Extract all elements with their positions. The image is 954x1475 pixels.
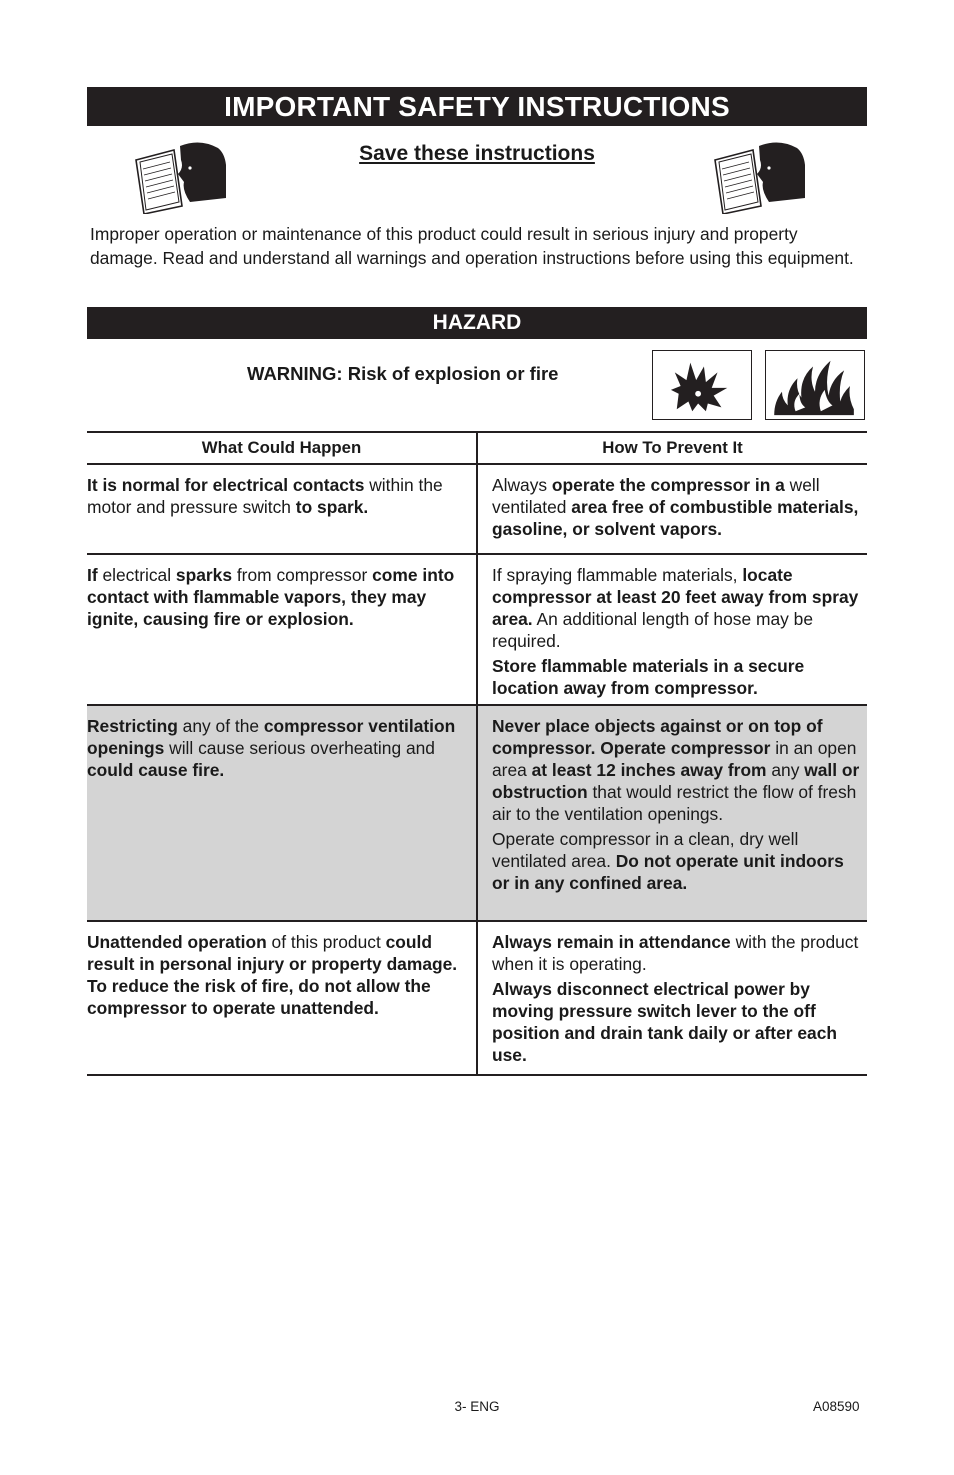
bold-text: Restricting <box>87 716 178 736</box>
table-row <box>87 555 867 706</box>
table-header <box>87 431 867 465</box>
text: If spraying flammable materials, <box>492 565 743 585</box>
hazard-cell <box>87 706 462 784</box>
fire-icon <box>765 350 865 420</box>
document-code: A08590 <box>813 1399 860 1414</box>
prevention-cell <box>492 706 860 897</box>
bold-text: could result in personal injury or property damage. To reduce the risk of fire, do not allow the compressor to operate unattended. <box>87 932 458 1018</box>
explosion-icon <box>652 350 752 420</box>
bold-text: could cause fire. <box>87 760 225 780</box>
text: in an open area <box>492 738 857 780</box>
prevention-cell <box>492 465 860 543</box>
cell-paragraph <box>87 474 462 518</box>
text: electrical <box>97 565 176 585</box>
bold-text: to spark. <box>295 497 369 517</box>
text: Always <box>492 475 552 495</box>
cell-paragraph <box>492 564 860 652</box>
column-divider <box>476 465 478 553</box>
column-divider <box>476 706 478 920</box>
bold-text: compressor ventilation openings <box>87 716 456 758</box>
cell-paragraph <box>492 715 860 825</box>
text: any <box>766 760 805 780</box>
text: that would restrict the flow of fresh air to the ventilation openings. <box>492 782 857 824</box>
column-header-what-could-happen: What Could Happen <box>201 438 362 457</box>
text: well ventilated <box>492 475 820 517</box>
column-divider <box>476 555 478 704</box>
prevention-cell <box>492 922 860 1069</box>
bold-text: Always disconnect electrical power by moving pressure switch lever to the off position and drain tank daily or after each use. <box>492 979 837 1065</box>
table-row <box>87 465 867 555</box>
cell-paragraph <box>492 828 860 894</box>
text: within the motor and pressure switch <box>87 475 443 517</box>
bold-text: at least 12 inches away from <box>531 760 767 780</box>
bold-text: operate the compressor in a <box>551 475 785 495</box>
bold-text: Never place objects against or on top of compressor. Operate compressor <box>492 716 823 758</box>
cell-paragraph <box>87 564 462 630</box>
warning-text: WARNING: Risk of explosion or fire <box>247 363 559 384</box>
column-divider <box>476 922 478 1074</box>
hazard-table <box>87 431 867 1076</box>
hazard-cell <box>87 555 462 633</box>
bold-text: sparks <box>175 565 232 585</box>
table-row <box>87 706 867 922</box>
bold-text: area free of combustible materials, gasoline, or solvent vapors. <box>492 497 859 539</box>
cell-paragraph <box>492 931 860 975</box>
cell-paragraph <box>492 655 860 699</box>
bold-text: It is normal for electrical contacts <box>87 475 365 495</box>
text: from compressor <box>232 565 373 585</box>
text: of this product <box>266 932 386 952</box>
bold-text: locate compressor at least 20 feet away from spray area. <box>492 565 859 629</box>
save-instructions-heading: Save these instructions <box>359 142 595 165</box>
text: An additional length of hose may be required. <box>492 609 814 651</box>
intro-paragraph: Improper operation or maintenance of this product could result in serious injury and property damage. Read and understand all warnings and operation instructions before using this equipment. <box>90 224 854 268</box>
bold-text: If <box>87 565 98 585</box>
cell-paragraph <box>87 715 462 781</box>
prevention-cell <box>492 555 860 702</box>
cell-paragraph <box>492 474 860 540</box>
text: Operate compressor in a clean, dry well ventilated area. <box>492 829 799 871</box>
hazard-cell <box>87 922 462 1022</box>
column-header-how-to-prevent: How To Prevent It <box>602 438 743 457</box>
text: any of the <box>177 716 264 736</box>
bold-text: Do not operate unit indoors or in any confined area. <box>492 851 844 893</box>
hazard-cell <box>87 465 462 521</box>
bold-text: Unattended operation <box>87 932 267 952</box>
page-title: IMPORTANT SAFETY INSTRUCTIONS <box>87 87 867 126</box>
bold-text: wall or obstruction <box>492 760 860 802</box>
cell-paragraph <box>87 931 462 1019</box>
cell-paragraph <box>492 978 860 1066</box>
table-row <box>87 922 867 1076</box>
bold-text: Store flammable materials in a secure location away from compressor. <box>492 656 805 698</box>
bold-text: come into contact with flammable vapors, they may ignite, causing fire or explosion. <box>87 565 455 629</box>
text: will cause serious overheating and <box>164 738 435 758</box>
text: with the product when it is operating. <box>492 932 859 974</box>
page-number: 3- ENG <box>454 1399 500 1414</box>
hazard-heading: HAZARD <box>87 307 867 339</box>
bold-text: Always remain in attendance <box>492 932 731 952</box>
